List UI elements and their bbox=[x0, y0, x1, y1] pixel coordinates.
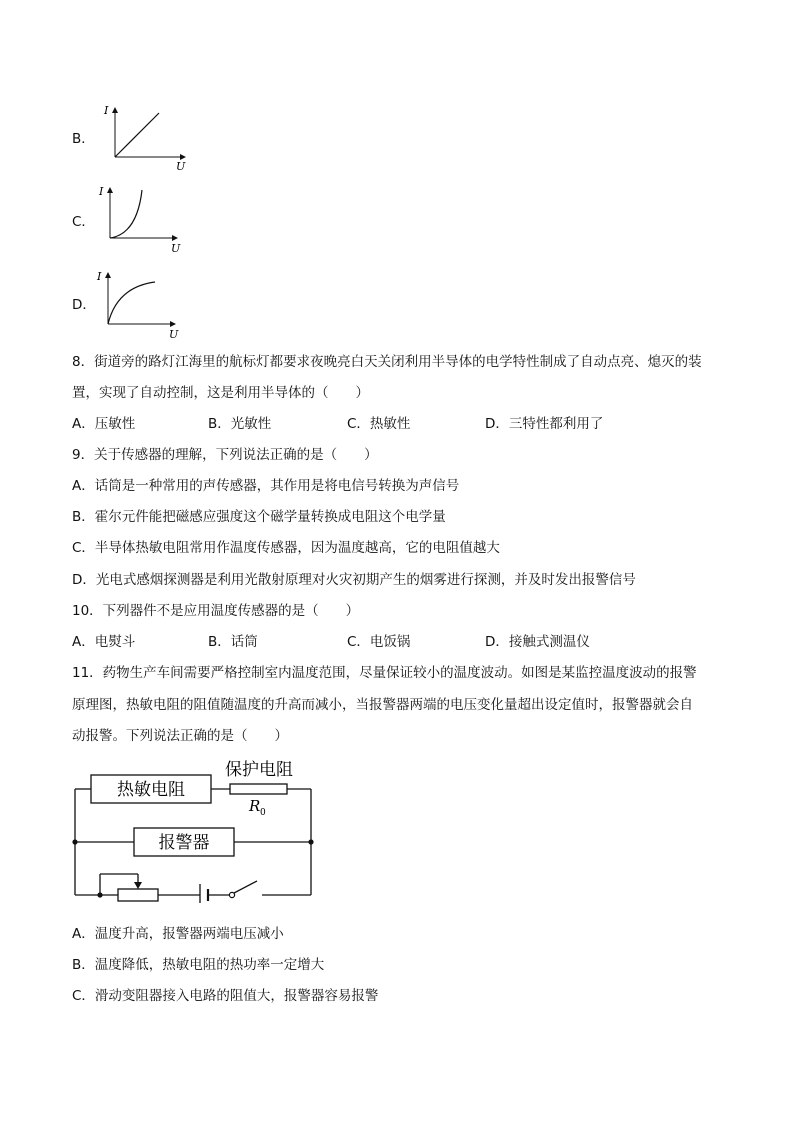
r0-label: R bbox=[249, 797, 261, 815]
q11-stem-line3: 动报警。下列说法正确的是（ ） bbox=[72, 728, 288, 744]
q10-option-c: C．电饭锅 bbox=[347, 634, 411, 650]
q11-stem-line1: 11．药物生产车间需要严格控制室内温度范围，尽量保证较小的温度波动。如图是某监控温度波动的报警 bbox=[72, 665, 697, 681]
option-b-label: B． bbox=[72, 131, 95, 147]
graph-b-x-label: U bbox=[176, 160, 186, 173]
q8-option-d: D．三特性都利用了 bbox=[485, 416, 604, 432]
q11-option-a: A．温度升高，报警器两端电压减小 bbox=[72, 926, 284, 942]
graph-d-concave bbox=[95, 265, 195, 340]
graph-b-linear bbox=[100, 100, 200, 175]
option-c-label: C． bbox=[72, 214, 95, 230]
alarm-label: 报警器 bbox=[158, 833, 210, 853]
graph-c-x-label: U bbox=[171, 242, 181, 255]
q8-option-c: C．热敏性 bbox=[347, 416, 411, 432]
q10-option-d: D．接触式测温仪 bbox=[485, 634, 590, 650]
graph-d-y-label: I bbox=[97, 270, 102, 283]
graph-c-curve bbox=[110, 190, 142, 238]
q10-option-b: B．话筒 bbox=[208, 634, 258, 650]
q9-option-d: D．光电式感烟探测器是利用光散射原理对火灾初期产生的烟雾进行探测，并及时发出报警信号 bbox=[72, 572, 636, 588]
rheostat bbox=[118, 889, 158, 901]
switch-lever bbox=[234, 881, 257, 893]
protect-resistor-label: 保护电阻 bbox=[225, 760, 293, 780]
q9-option-b: B．霍尔元件能把磁感应强度这个磁学量转换成电阻这个电学量 bbox=[72, 509, 446, 525]
graph-b-curve bbox=[115, 113, 159, 157]
option-d-label: D． bbox=[72, 297, 96, 313]
alarm-circuit-diagram bbox=[66, 753, 326, 903]
q10-option-a: A．电熨斗 bbox=[72, 634, 136, 650]
q9-stem: 9．关于传感器的理解，下列说法正确的是（ ） bbox=[72, 447, 378, 463]
graph-c-convex bbox=[97, 182, 197, 257]
graph-d-curve bbox=[108, 282, 155, 324]
q11-stem-line2: 原理图，热敏电阻的阻值随温度的升高而减小，当报警器两端的电压变化量超出设定值时，报警器就会自 bbox=[72, 697, 693, 713]
graph-b-y-label: I bbox=[104, 104, 109, 117]
q8-stem-line2: 置，实现了自动控制，这是利用半导体的（ ） bbox=[72, 385, 369, 401]
r0-subscript: 0 bbox=[260, 808, 266, 818]
graph-c-y-label: I bbox=[99, 185, 104, 198]
q10-stem: 10．下列器件不是应用温度传感器的是（ ） bbox=[72, 603, 360, 619]
q11-option-c: C．滑动变阻器接入电路的阻值大，报警器容易报警 bbox=[72, 988, 379, 1004]
q8-stem-line1: 8．街道旁的路灯江海里的航标灯都要求夜晚亮白天关闭利用半导体的电学特性制成了自动点亮、熄灭的装 bbox=[72, 354, 702, 370]
protect-resistor bbox=[230, 784, 287, 794]
q9-option-c: C．半导体热敏电阻常用作温度传感器，因为温度越高，它的电阻值越大 bbox=[72, 540, 500, 556]
q9-option-a: A．话筒是一种常用的声传感器，其作用是将电信号转换为声信号 bbox=[72, 478, 460, 494]
q11-option-b: B．温度降低，热敏电阻的热功率一定增大 bbox=[72, 957, 325, 973]
q8-option-b: B．光敏性 bbox=[208, 416, 272, 432]
graph-d-x-label: U bbox=[169, 328, 179, 340]
q8-option-a: A．压敏性 bbox=[72, 416, 136, 432]
thermistor-label: 热敏电阻 bbox=[117, 780, 185, 800]
